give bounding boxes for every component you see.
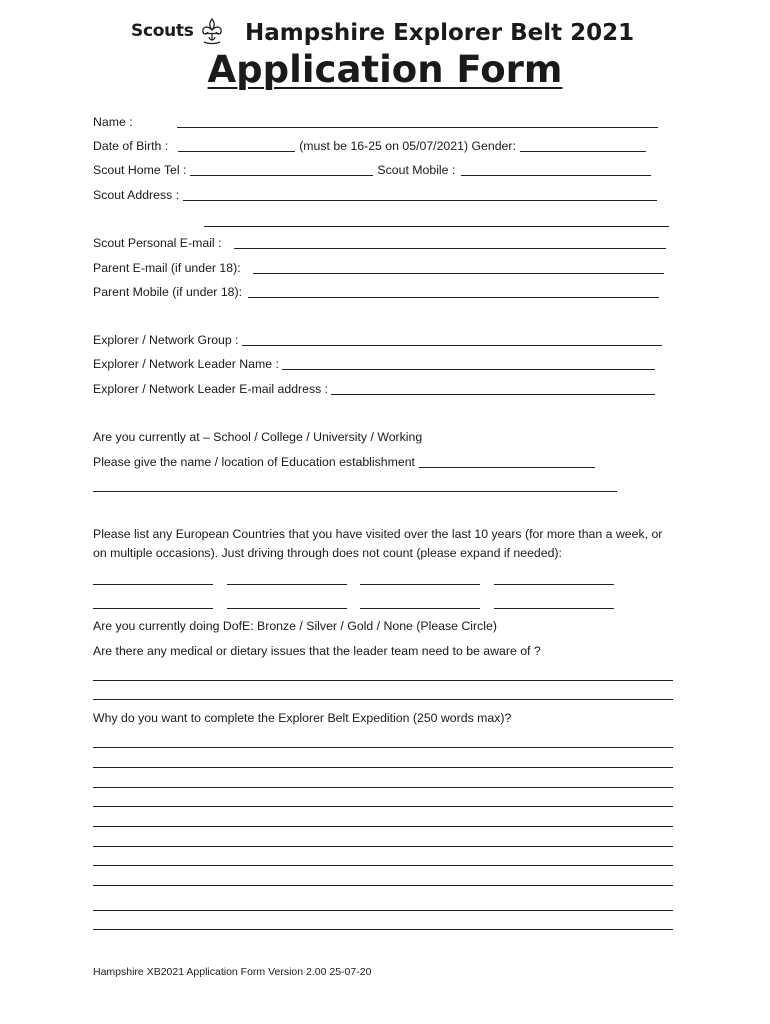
name-field[interactable] <box>177 115 658 128</box>
group-label: Explorer / Network Group : <box>93 333 239 347</box>
dob-label: Date of Birth : <box>93 139 169 153</box>
motivation-answer-line[interactable] <box>93 787 673 788</box>
leader-email-label: Explorer / Network Leader E-mail address : <box>93 382 329 396</box>
personal-email-label: Scout Personal E-mail : <box>93 236 222 250</box>
leader-email-field[interactable] <box>331 382 655 395</box>
medical-answer-line[interactable] <box>93 680 673 681</box>
dob-field[interactable] <box>178 139 295 152</box>
medical-question: Are there any medical or dietary issues that the leader team need to be aware of ? <box>93 644 541 658</box>
mobile-field[interactable] <box>461 163 651 176</box>
country-field[interactable] <box>360 608 480 609</box>
parent-email-row <box>93 259 664 277</box>
form-title: Application Form <box>207 48 563 91</box>
mobile-label: Scout Mobile : <box>377 163 456 177</box>
home-tel-label: Scout Home Tel : <box>93 163 187 177</box>
country-field[interactable] <box>494 608 614 609</box>
leader-name-field[interactable] <box>282 357 655 370</box>
gender-field[interactable] <box>520 139 646 152</box>
document-title: Hampshire Explorer Belt 2021 <box>245 20 635 46</box>
establishment-field-line-2[interactable] <box>93 491 617 492</box>
country-field[interactable] <box>494 584 614 585</box>
name-label: Name : <box>93 115 133 129</box>
parent-mobile-label: Parent Mobile (if under 18): <box>93 285 243 299</box>
motivation-answer-line[interactable] <box>93 865 673 866</box>
home-tel-field[interactable] <box>190 163 373 176</box>
motivation-question: Why do you want to complete the Explorer Belt Expedition (250 words max)? <box>93 711 512 725</box>
currently-at-row <box>93 428 422 446</box>
medical-answer-line[interactable] <box>93 699 673 700</box>
leader-name-row <box>93 355 655 373</box>
currently-at-question: Are you currently at – School / College / University / Working <box>93 430 423 444</box>
leader-name-label: Explorer / Network Leader Name : <box>93 357 279 371</box>
motivation-answer-line[interactable] <box>93 767 673 768</box>
scouts-logo <box>131 16 227 46</box>
motivation-answer-line[interactable] <box>93 806 673 807</box>
motivation-answer-line[interactable] <box>93 885 673 886</box>
footer-version: Hampshire XB2021 Application Form Version 2.00 25-07-20 <box>93 966 372 978</box>
establishment-row <box>93 453 595 471</box>
country-field[interactable] <box>227 608 347 609</box>
address-row <box>93 186 657 204</box>
parent-email-label: Parent E-mail (if under 18): <box>93 261 241 275</box>
scouts-logo-text: Scouts <box>131 21 194 41</box>
parent-mobile-field[interactable] <box>248 285 659 298</box>
motivation-row <box>93 709 511 727</box>
personal-email-field[interactable] <box>234 236 666 249</box>
establishment-field[interactable] <box>419 455 595 468</box>
establishment-label: Please give the name / location of Education establishment <box>93 455 415 469</box>
motivation-answer-line[interactable] <box>93 747 673 748</box>
group-row <box>93 331 662 349</box>
group-field[interactable] <box>242 333 662 346</box>
motivation-answer-line[interactable] <box>93 929 673 930</box>
country-field[interactable] <box>93 608 213 609</box>
dofe-question: Are you currently doing DofE: Bronze / Silver / Gold / None (Please Circle) <box>93 619 497 633</box>
personal-email-row <box>93 234 666 252</box>
country-field[interactable] <box>360 584 480 585</box>
address-label: Scout Address : <box>93 188 180 202</box>
motivation-answer-line[interactable] <box>93 910 673 911</box>
country-field[interactable] <box>93 584 213 585</box>
fleur-de-lis-icon <box>197 16 227 46</box>
leader-email-row <box>93 380 655 398</box>
countries-question: Please list any European Countries that you have visited over the last 10 years (for more than a week, or on multiple occasions). Just driving through does not count (please expand if needed): <box>93 527 663 560</box>
dofe-row <box>93 617 497 635</box>
motivation-answer-line[interactable] <box>93 846 673 847</box>
address-field-line-2[interactable] <box>204 226 669 227</box>
country-field[interactable] <box>227 584 347 585</box>
address-field[interactable] <box>183 188 657 201</box>
parent-email-field[interactable] <box>253 261 664 274</box>
dob-gender-label: (must be 16-25 on 05/07/2021) Gender: <box>299 139 516 153</box>
parent-mobile-row <box>93 283 659 301</box>
name-row <box>93 113 658 131</box>
medical-row <box>93 642 541 660</box>
phone-row <box>93 161 651 179</box>
motivation-answer-line[interactable] <box>93 826 673 827</box>
dob-row <box>93 137 646 155</box>
